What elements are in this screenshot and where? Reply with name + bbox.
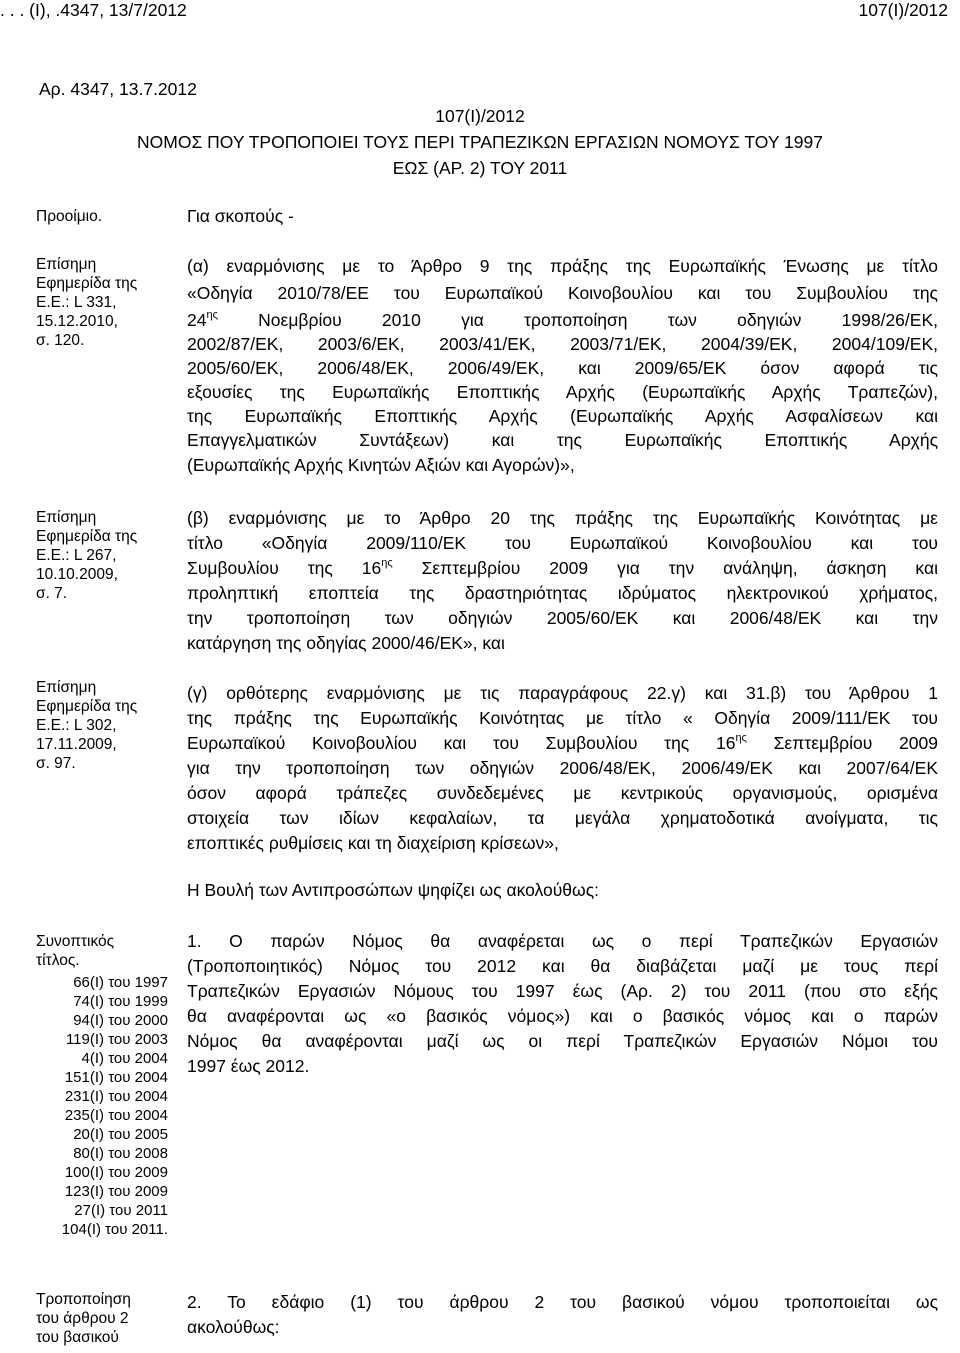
running-header-right: 107(Ι)/2012 (858, 0, 948, 20)
issue-line: Αρ. 4347, 13.7.2012 (39, 79, 197, 99)
short-title-label: Συνοπτικός τίτλος. (36, 933, 115, 969)
list-item: 235(Ι) του 2004 (64, 1107, 168, 1124)
law-title-line-1: ΝΟΜΟΣ ΠΟΥ ΤΡΟΠΟΠΟΙΕΙ ΤΟΥΣ ΠΕΡΙ ΤΡΑΠΕΖΙΚΩΝ ΕΡΓΑΣΙΩΝ ΝΟΜΟΥΣ ΤΟΥ 1997 (137, 132, 823, 152)
margin-reference-3: Επίσημη Εφημερίδα της Ε.Ε.: L 302, 17.11.2009, σ. 97. (36, 679, 138, 772)
list-item: 104(Ι) του 2011. (61, 1221, 168, 1238)
amending-laws-list (36, 973, 168, 1239)
list-item: 119(Ι) του 2003 (65, 1031, 168, 1048)
law-number: 107(Ι)/2012 (435, 106, 525, 126)
list-item: 27(Ι) του 2011 (74, 1202, 168, 1219)
running-header-left: . . . (Ι), .4347, 13/7/2012 (0, 0, 187, 20)
margin-reference-2: Επίσημη Εφημερίδα της Ε.Ε.: L 267, 10.10.2009, σ. 7. (36, 509, 138, 602)
list-item: 20(Ι) του 2005 (73, 1126, 168, 1143)
list-item: 100(Ι) του 2009 (64, 1164, 168, 1181)
list-item: 123(Ι) του 2009 (64, 1183, 168, 1200)
list-item: 66(Ι) του 1997 (73, 974, 168, 991)
list-item: 74(Ι) του 1999 (73, 993, 168, 1010)
list-item: 151(Ι) του 2004 (64, 1069, 168, 1086)
preamble-intro: Για σκοπούς - (187, 206, 294, 226)
list-item: 4(Ι) του 2004 (81, 1050, 168, 1067)
section-2-label: Τροποποίηση του άρθρου 2 του βασικού (36, 1291, 131, 1346)
list-item: 231(Ι) του 2004 (64, 1088, 168, 1105)
preamble-label: Προοίμιο. (36, 208, 102, 225)
enactment-formula: Η Βουλή των Αντιπροσώπων ψηφίζει ως ακολούθως: (187, 880, 599, 900)
margin-reference-1: Επίσημη Εφημερίδα της Ε.Ε.: L 331, 15.12.2010, σ. 120. (36, 256, 138, 349)
law-title-line-2: ΕΩΣ (ΑΡ. 2) ΤΟΥ 2011 (392, 158, 568, 178)
list-item: 80(Ι) του 2008 (73, 1145, 168, 1162)
list-item: 94(Ι) του 2000 (73, 1012, 168, 1029)
